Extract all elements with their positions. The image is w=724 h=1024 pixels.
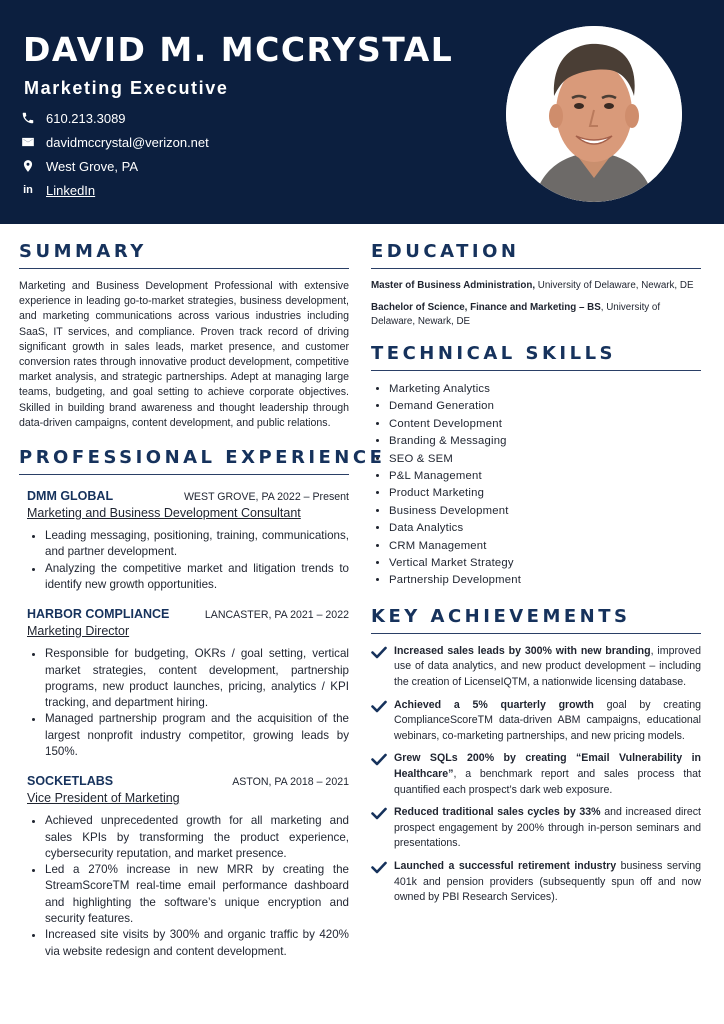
achievement-item [371,698,701,745]
experience-heading: PROFESSIONAL EXPERIENCE [19,447,349,475]
skill-item: • SEO & SEM [389,451,701,468]
achievement-text: goal by creating ComplianceScoreTM data-driven ABM campaigns, educational webinars, co-marketing partnerships, and new pricing models. [394,698,701,742]
education-heading: EDUCATION [371,241,701,269]
linkedin-badge: in [23,184,33,196]
skill-item: • Marketing Analytics [389,381,701,398]
achievement-text: , improved use of data analytics, and new product development – including the creation of LicenseIQTM, a nationwide licensing database. [394,644,701,689]
job-bullet: • Responsible for budgeting, OKRs / goal setting, vertical market strategies, content development, partnership programs, new product launches, pricing, analytics / KPI tracking, and department hiring. [45,646,349,711]
education-school: University of Delaware, Newark, DE [535,280,694,291]
job-header [19,607,349,621]
skills-heading: TECHNICAL SKILLS [371,343,701,371]
achievement-text: , a benchmark report and sales process that quantified each prospect’s dark web exposure. [394,768,701,796]
skill-item: • Data Analytics [389,520,701,537]
job-bullet: • Achieved unprecedented growth for all marketing and sales KPIs by transforming the product experience, cybersecurity reputation, and market presence. [45,813,349,862]
skills-section [371,343,701,590]
summary-heading: SUMMARY [19,241,349,269]
linkedin-icon [20,182,36,198]
contact-location [20,154,209,178]
achievement-item [371,644,701,691]
candidate-role: Marketing Executive [24,78,229,98]
candidate-name: DAVID M. MCCRYSTAL [23,30,454,69]
job-bullet: • Led a 270% increase in new MRR by creating the StreamScoreTM real-time email performance dashboard and highlighting the software’s unique encryption and security features. [45,862,349,927]
resume-header [0,0,724,224]
job-bullet: • Analyzing the competitive market and litigation trends to identify new growth opportunities. [45,561,349,594]
education-section [371,241,701,329]
skill-item: • Content Development [389,416,701,433]
job-header [19,489,349,503]
email-icon [20,134,36,150]
skill-item: • CRM Management [389,538,701,555]
achievements-heading: KEY ACHIEVEMENTS [371,606,701,634]
summary-text: Marketing and Business Development Professional with extensive experience in leading go-to-market strategies, business development, and marketing communications across various industries including SaaS, IT services, and compliance. Proven track record of driving significant growth in sales leads, market presence, and customer conversion rates through innovative product development, competitive market analysis, and strategic partnerships. Adept at managing large teams, budgeting, and goal setting to achieve corporate objectives. Skilled in building brand awareness and thought leadership through data-driven campaigns, content development, and public relations. [19,280,349,429]
checkmark-icon [371,700,387,713]
job-entry [19,489,349,593]
achievements-section [371,606,701,906]
achievement-highlight: Achieved a 5% quarterly growth [394,698,594,711]
email-address: davidmccrystal@verizon.net [46,134,209,150]
job-location-dates: WEST GROVE, PA 2022 – Present [183,491,349,504]
education-degree: Bachelor of Science, Finance and Marketing – BS [371,302,601,313]
job-header [19,774,349,788]
phone-number: 610.213.3089 [46,110,126,126]
linkedin-link[interactable]: LinkedIn [46,182,96,198]
job-entry [19,774,349,960]
achievement-highlight: Increased sales leads by 300% with new branding [394,644,651,657]
skill-item: • Demand Generation [389,398,701,415]
profile-photo [506,26,682,202]
contact-phone [20,106,209,130]
location-text: West Grove, PA [46,158,138,174]
contact-email [20,130,209,154]
left-column [19,241,386,960]
phone-icon [20,110,36,126]
job-location-dates: ASTON, PA 2018 – 2021 [232,776,349,789]
skills-list [371,381,701,590]
experience-section [19,447,386,960]
job-location-dates: LANCASTER, PA 2021 – 2022 [204,609,349,622]
job-bullet: • Leading messaging, positioning, training, communications, and partner development. [45,528,349,561]
checkmark-icon [371,861,387,874]
contact-info [20,106,209,202]
job-title: Marketing Director [27,624,130,639]
job-bullets [19,646,349,760]
job-company: DMM GLOBAL [27,489,114,504]
achievement-highlight: Launched a successful retirement industry [394,860,617,872]
skill-item: • Business Development [389,503,701,520]
job-entry [19,607,349,760]
job-company: HARBOR COMPLIANCE [27,607,170,622]
checkmark-icon [371,646,387,659]
education-degree: Master of Business Administration, [371,280,536,291]
skill-item: • Vertical Market Strategy [389,555,701,572]
education-item [371,279,701,293]
summary-section [19,241,349,431]
achievement-text: business serving 401k and pension providers (subsequently spun off and now owned by PBI Research Services). [394,860,701,904]
education-item [371,301,701,329]
education-school: , University of Delaware, Newark, DE [371,302,661,327]
achievement-item [371,805,701,852]
skill-item: • Partnership Development [389,572,701,589]
job-bullet: • Managed partnership program and the acquisition of the largest nonprofit industry competitor, growing leads by 150%. [45,711,349,760]
location-pin-icon [20,158,36,174]
achievement-item [371,751,701,798]
achievement-highlight: Reduced traditional sales cycles by 33% [394,806,601,819]
right-column [371,241,701,913]
job-title: Vice President of Marketing [27,791,180,806]
contact-linkedin [20,178,209,202]
achievement-text: and increased direct prospect engagement by 200% through in-person seminars and presentations. [394,806,701,850]
job-bullets [19,813,349,960]
achievement-item [371,859,701,906]
skill-item: • Branding & Messaging [389,433,701,450]
job-bullet: • Increased site visits by 300% and organic traffic by 420% via website redesign and content development. [45,927,349,960]
job-bullets [19,528,349,593]
skill-item: • P&L Management [389,468,701,485]
skill-item: • Product Marketing [389,485,701,502]
achievements-list [371,644,701,906]
education-list [371,279,701,329]
job-title: Marketing and Business Development Consultant [27,506,301,521]
checkmark-icon [371,753,387,766]
checkmark-icon [371,807,387,820]
job-company: SOCKETLABS [27,774,114,789]
achievement-highlight: Grew SQLs 200% by creating “Email Vulnerability in Healthcare” [394,752,701,781]
